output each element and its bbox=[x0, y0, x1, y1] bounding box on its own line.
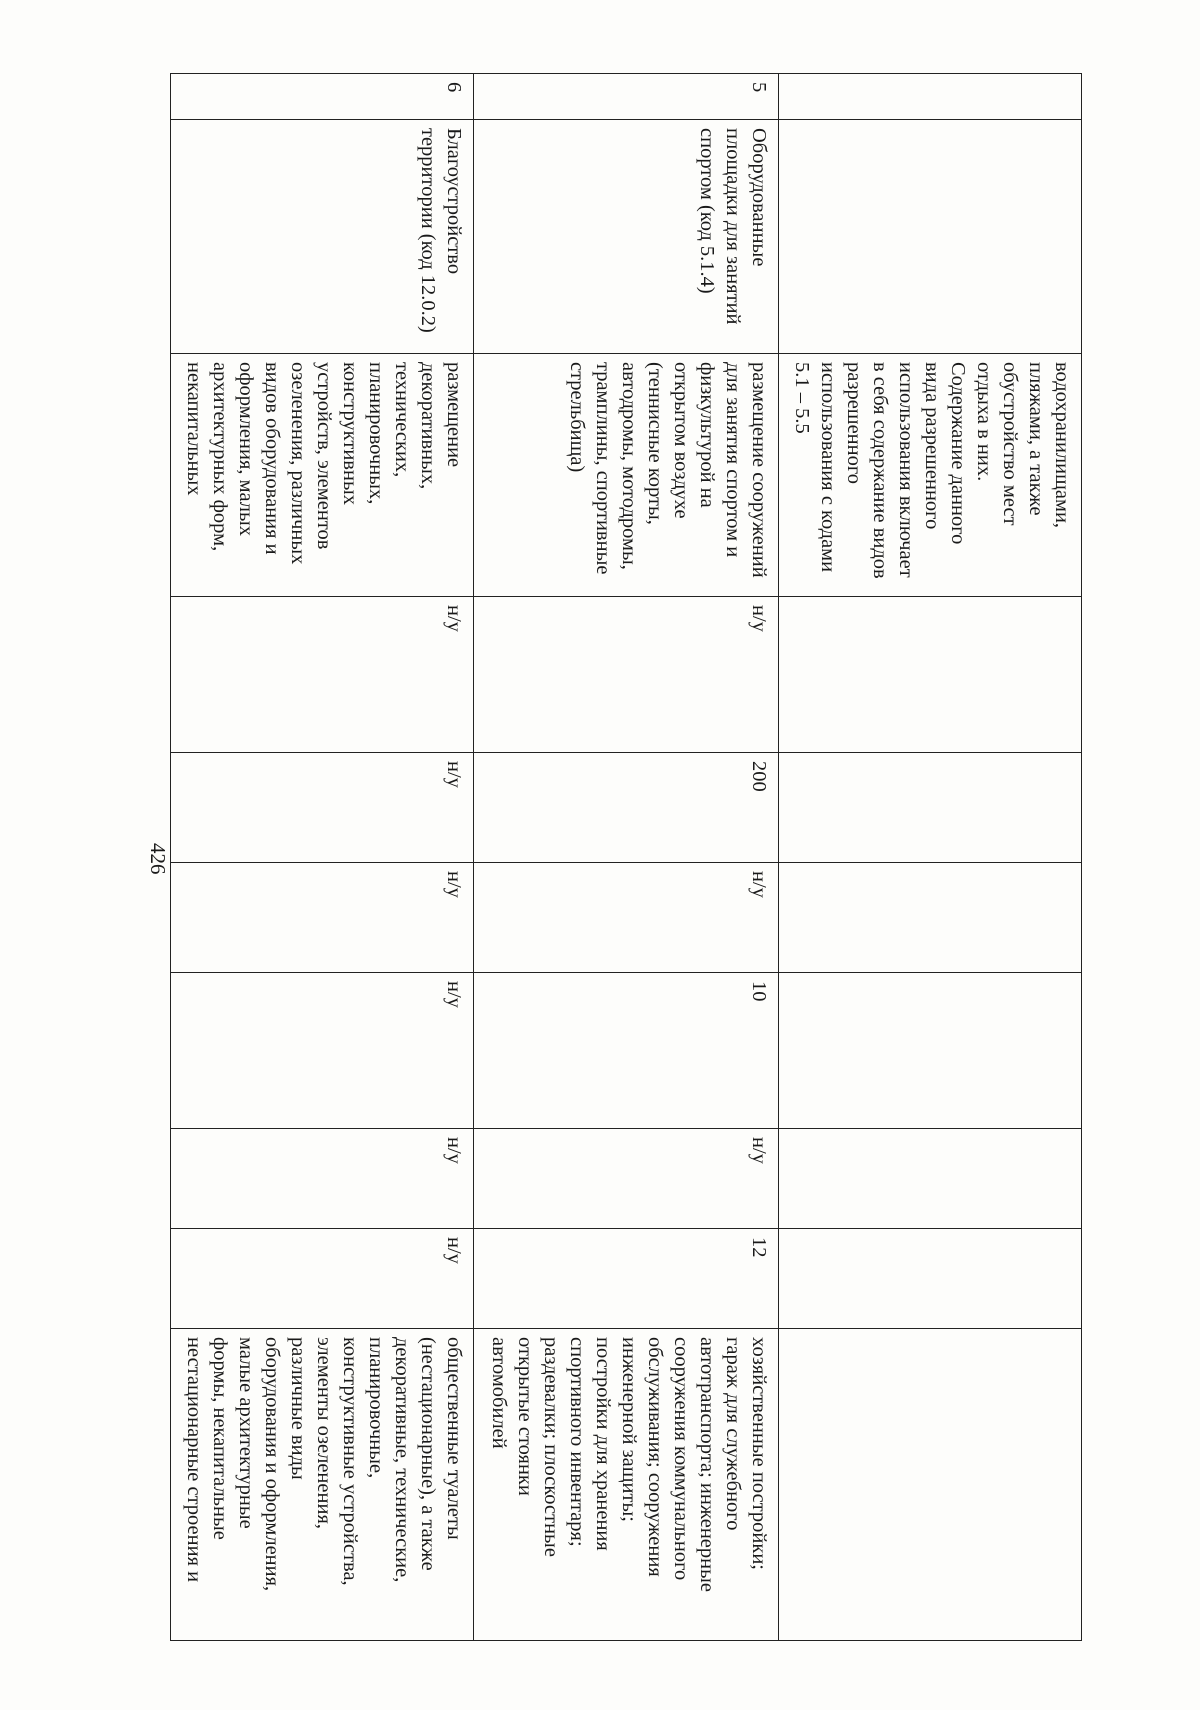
auxiliary-uses-cell bbox=[779, 1329, 1082, 1641]
param-cell bbox=[779, 597, 1082, 753]
param-cell bbox=[779, 863, 1082, 973]
param-cell: 200 bbox=[473, 753, 779, 863]
auxiliary-uses-cell bbox=[171, 1329, 474, 1641]
use-name-cell: Оборудованные площадки для занятий спортом (код 5.1.4) bbox=[473, 120, 779, 354]
param-cell: н/у bbox=[473, 863, 779, 973]
description-lines: водохранилищами, пляжами, а также обустройство мест отдыха в них. Содержание данного вида разрешенного использования включает в себя содержание видов разрешенного использования с кодами 5.1 – 5.5 bbox=[791, 362, 1073, 579]
row-number-cell bbox=[779, 74, 1082, 120]
param-cell: н/у bbox=[171, 753, 474, 863]
rotated-page bbox=[22, 48, 1082, 1710]
description-lines: размещение сооружений для занятия спортом и физкультурой на открытом воздухе (теннисные корты, автодромы, мотодромы, трамплины, спортивные стрельбища) bbox=[566, 362, 771, 578]
table-row bbox=[171, 74, 474, 1641]
param-cell: н/у bbox=[171, 597, 474, 753]
param-cell bbox=[779, 1129, 1082, 1229]
description-lines: размещение декоративных, технических, планировочных, конструктивных устройств, элементов озеленения, различных видов оборудования и оформления, малых архитектурных форм, некапитальных bbox=[182, 362, 465, 565]
param-cell: 10 bbox=[473, 973, 779, 1129]
param-cell: н/у bbox=[171, 1229, 474, 1329]
param-cell: н/у bbox=[171, 973, 474, 1129]
auxiliary-uses-cell bbox=[473, 1329, 779, 1641]
auxiliary-lines: хозяйственные постройки; гараж для служебного автотранспорта; инженерные сооружения коммунального обслуживания; сооружения инженерной защиты; постройки для хранения спортивного инвентаря; раздевалки; плоскостные открытые стоянки автомобилей bbox=[488, 1337, 771, 1592]
use-name-cell: Благоустройство территории (код 12.0.2) bbox=[171, 120, 474, 354]
table-row bbox=[473, 74, 779, 1641]
param-cell bbox=[779, 1229, 1082, 1329]
auxiliary-lines: общественные туалеты (нестационарные), а также декоративные, технические, планировочные, конструктивные устройства, элементы озеленения, различные виды оборудования и оформления, малые архитектурные формы, некапитальные нестационарные строения и bbox=[182, 1337, 465, 1592]
page-number: 426 bbox=[146, 843, 170, 875]
param-cell: н/у bbox=[171, 1129, 474, 1229]
use-name-cell bbox=[779, 120, 1082, 354]
param-cell: н/у bbox=[473, 597, 779, 753]
table-row bbox=[779, 74, 1082, 1641]
use-description-cell bbox=[473, 354, 779, 597]
use-description-cell bbox=[779, 354, 1082, 597]
use-description-cell bbox=[171, 354, 474, 597]
row-number-cell: 5 bbox=[473, 74, 779, 120]
param-cell bbox=[779, 753, 1082, 863]
zoning-table bbox=[170, 73, 1082, 1641]
param-cell: н/у bbox=[171, 863, 474, 973]
param-cell: 12 bbox=[473, 1229, 779, 1329]
row-number-cell: 6 bbox=[171, 74, 474, 120]
param-cell bbox=[779, 973, 1082, 1129]
param-cell: н/у bbox=[473, 1129, 779, 1229]
